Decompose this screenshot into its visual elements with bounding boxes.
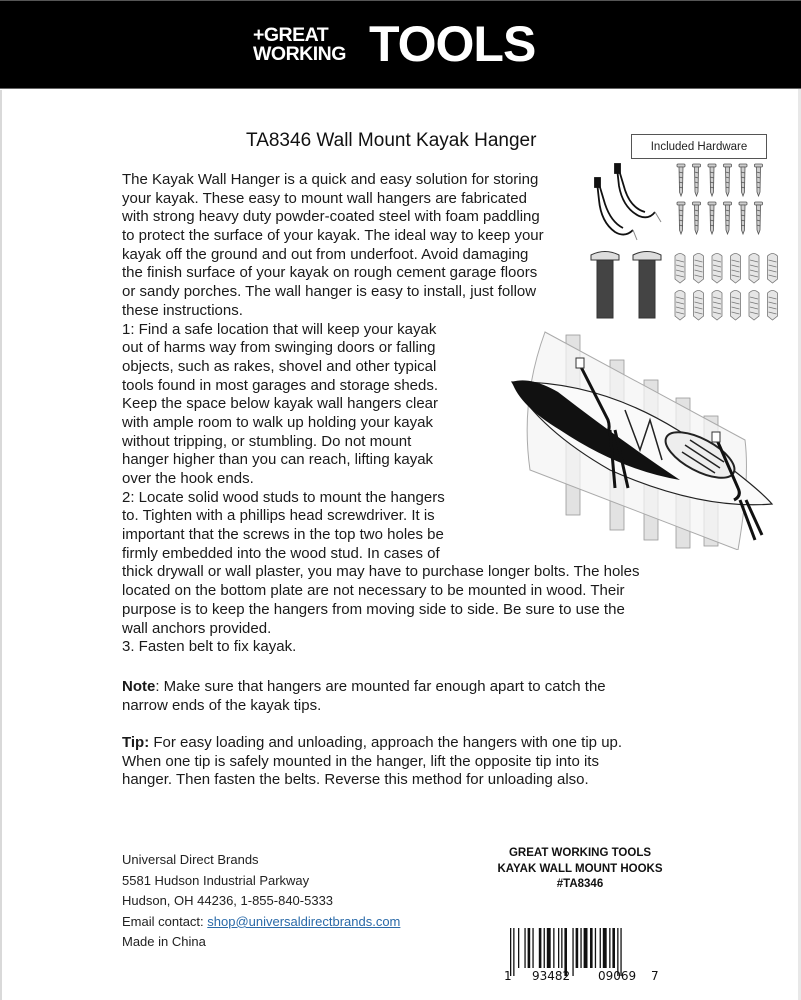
included-hardware-label: Included Hardware (631, 134, 767, 159)
barcode-bar (612, 928, 615, 968)
body-line: The Kayak Wall Hanger is a quick and easy solution for storing (122, 171, 539, 188)
body-line: or sandy porches. The wall hanger is easy to install, just follow (122, 283, 537, 301)
body-line: hanger higher than you can reach, lifting kayak (122, 451, 434, 469)
wall-anchors-icon (675, 254, 778, 321)
note-text-1: : Make sure that hangers are mounted far enough apart to catch the (155, 678, 606, 695)
product-label (478, 846, 682, 893)
anchor (768, 291, 778, 321)
anchor (731, 254, 741, 284)
body-line: important that the screws in the top two holes be (122, 526, 444, 544)
origin-text: Made in China (122, 934, 206, 950)
barcode-bar (539, 928, 542, 968)
product-label-line-2: KAYAK WALL MOUNT HOOKS (497, 862, 663, 875)
anchor (675, 254, 685, 284)
logo-line-2: WORKING (253, 43, 346, 65)
body-line: located on the bottom plate are not necessary to be mounted in wood. Their (122, 582, 625, 600)
barcode-bar (603, 928, 607, 968)
tip-line-1 (122, 734, 622, 753)
body-line: these instructions. (122, 301, 243, 319)
anchor (694, 291, 704, 321)
barcode-bar (544, 928, 545, 968)
page-border-left (0, 90, 2, 1000)
brand-logo (253, 16, 553, 72)
product-label-line-1: GREAT WORKING TOOLS (508, 847, 652, 859)
page-title: TA8346 Wall Mount Kayak Hanger (246, 130, 537, 151)
tip-text-1: For easy loading and unloading, approach the hangers with one tip up. (149, 734, 623, 751)
note-label: Note (122, 678, 156, 695)
logo-big-text: TOOLS (369, 16, 536, 72)
screw (755, 202, 763, 234)
barcode-bar (547, 928, 551, 968)
barcode-bar (584, 928, 588, 968)
barcode-group-right: 09069 (598, 969, 637, 983)
body-line: firmly embedded into the wood stud. In cases of (122, 544, 440, 562)
body-line: the finish surface of your kayak on rough cement garage floors (122, 264, 538, 282)
anchor (712, 254, 722, 284)
screw (677, 164, 685, 196)
note-line-2: narrow ends of the kayak tips. (122, 696, 322, 714)
screw (739, 164, 747, 196)
tip-label: Tip: (122, 734, 150, 751)
body-line: over the hook ends. (122, 470, 254, 487)
wood-screws-icon (677, 164, 763, 234)
barcode-group-left: 93482 (532, 969, 571, 983)
body-line: without tripping, or stumbling. Do not mount (122, 432, 412, 450)
barcode-digit-first: 1 (504, 969, 512, 983)
body-line: 3. Fasten belt to fix kayak. (122, 638, 297, 656)
body-line: your kayak. These easy to mount wall hangers are fabricated (122, 189, 527, 207)
anchor (712, 291, 722, 321)
screw (708, 164, 716, 196)
email-label: Email contact: (122, 913, 208, 929)
body-line: thick drywall or wall plaster, you may have to purchase longer bolts. The holes (122, 563, 640, 581)
barcode-bar (513, 928, 514, 976)
screw (708, 202, 716, 234)
tip-line-2: When one tip is safely mounted in the hanger, lift the opposite tip into its (122, 752, 599, 770)
contact-info (122, 850, 400, 953)
anchor (749, 291, 759, 321)
barcode-bar (553, 928, 554, 968)
body-line: with ample room to walk up holding your kayak (122, 413, 433, 431)
body-line: objects, such as rakes, shovel and other typical (122, 357, 437, 375)
tip-paragraph (122, 734, 622, 790)
body-line: kayak off the ground and out from underfoot. Avoid damaging (122, 245, 529, 263)
brand-header (0, 0, 801, 89)
anchor (749, 254, 759, 284)
barcode-digit-last: 7 (651, 969, 659, 983)
body-line: with strong heavy duty powder-coated steel with foam paddling (122, 208, 540, 226)
barcode-bar (576, 928, 579, 968)
barcode-bar (558, 928, 559, 968)
anchor (768, 254, 778, 284)
body-line: out of harms way from swinging doors or falling (122, 339, 436, 357)
note-line-1 (122, 678, 606, 697)
anchor (694, 254, 704, 284)
anchor (675, 291, 685, 321)
screw (693, 202, 701, 234)
company-name: Universal Direct Brands (122, 852, 259, 867)
body-line: purpose is to keep the hangers from moving side to side. Be sure to use the (122, 600, 625, 618)
barcode-bar (524, 928, 525, 968)
barcode-bar (609, 928, 610, 968)
body-line: to. Tighten with a phillips head screwdriver. It is (122, 507, 435, 525)
logo-small-text (253, 26, 346, 64)
tip-line-3: hanger. Then fasten the belts. Reverse this method for unloading also. (122, 771, 589, 789)
logo-line-1: +GREAT (253, 24, 329, 46)
instructions-body (122, 171, 640, 657)
screw (724, 164, 732, 196)
screw (693, 164, 701, 196)
product-label-line-3: #TA8346 (556, 878, 604, 890)
body-line: 1: Find a safe location that will keep your kayak (122, 320, 437, 338)
anchor (731, 291, 741, 321)
screw (677, 202, 685, 234)
barcode-icon (502, 928, 662, 988)
body-line: tools found in most garages and storage sheds. (122, 376, 439, 394)
body-line: Keep the space below kayak wall hangers clear (122, 395, 439, 413)
barcode-bar (590, 928, 593, 968)
barcode-bar (528, 928, 531, 968)
email-row (122, 912, 400, 933)
barcode-bar (561, 928, 562, 968)
barcode-bar (595, 928, 596, 968)
barcode-bar (580, 928, 581, 968)
body-line: wall anchors provided. (122, 619, 272, 637)
body-line: to protect the surface of your kayak. The ideal way to keep your (122, 227, 544, 245)
body-line: 2: Locate solid wood studs to mount the hangers (122, 488, 445, 506)
screw (724, 202, 732, 234)
barcode-bar (518, 928, 519, 968)
barcode-bar (532, 928, 533, 968)
address-line-2: Hudson, OH 44236, 1-855-840-5333 (122, 893, 334, 909)
screw (755, 164, 763, 196)
barcode-bar (572, 928, 573, 976)
email-link[interactable]: shop@universaldirectbrands.com (207, 913, 401, 929)
address-line-1: 5581 Hudson Industrial Parkway (122, 872, 310, 888)
barcode-bar (600, 928, 601, 968)
note-paragraph (122, 678, 606, 715)
screw (739, 202, 747, 234)
